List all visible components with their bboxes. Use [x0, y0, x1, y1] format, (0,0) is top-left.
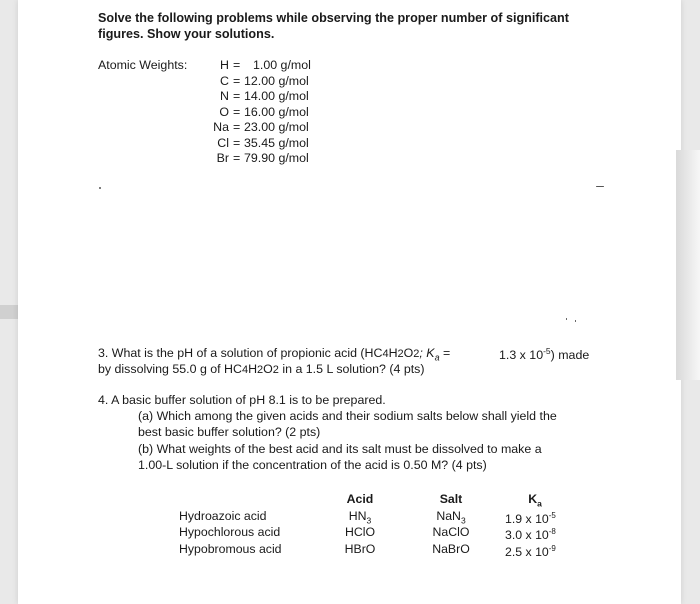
question-3-ka-value — [499, 346, 589, 362]
ka-exponent: -8 — [548, 527, 556, 536]
question-3-line-2 — [98, 362, 425, 376]
formula-part: H — [388, 346, 398, 360]
formula-part: O — [263, 362, 273, 376]
formula-part: 4 — [241, 364, 249, 376]
atomic-weight-row — [207, 151, 327, 167]
instructions-line-1: Solve the following problems while observing the proper number of significant — [98, 11, 569, 25]
equals-sign: = — [233, 151, 241, 165]
q3-text: in a 1.5 L solution? (4 pts) — [282, 362, 425, 376]
formula-part: 2 — [413, 348, 420, 360]
element-symbol: Na — [213, 120, 229, 134]
equals-sign: = — [233, 58, 241, 72]
ka-equals: = — [439, 346, 451, 360]
question-4b-line-1: (b) What weights of the best acid and its salt must be dissolved to make a — [138, 442, 542, 456]
atomic-weights-label: Atomic Weights: — [98, 58, 188, 72]
atomic-weight-row — [207, 58, 327, 74]
formula-part: 4 — [382, 348, 389, 360]
ka-symbol: ; K — [419, 346, 435, 360]
table-row-name: Hypobromous acid — [179, 542, 282, 556]
scan-speck — [575, 320, 576, 322]
element-weight: 79.90 g/mol — [244, 151, 309, 165]
salt-subscript: 3 — [460, 515, 466, 526]
question-4a-line-1: (a) Which among the given acids and their sodium salts below shall yield the — [138, 409, 557, 423]
q3-text-end: ) made — [550, 348, 590, 363]
element-symbol: H — [220, 58, 229, 72]
element-weight: 14.00 g/mol — [244, 89, 309, 103]
table-header-acid: Acid — [346, 492, 374, 506]
atomic-weight-row — [207, 89, 327, 105]
question-4-intro: 4. A basic buffer solution of pH 8.1 is to be prepared. — [98, 393, 386, 407]
scan-speck — [566, 318, 567, 320]
ka-exponent: -9 — [548, 544, 556, 553]
table-row-name: Hydroazoic acid — [179, 509, 267, 523]
formula-part: O — [403, 346, 414, 360]
salt-formula: NaClO — [432, 525, 470, 539]
table-row-ka — [505, 541, 556, 560]
q3-text: by dissolving 55.0 g of HC — [98, 362, 242, 376]
ka-exponent: -5 — [548, 511, 556, 520]
ka-subscript: a — [434, 352, 440, 363]
ka-mantissa: 1.9 x 10 — [505, 512, 549, 527]
element-symbol: N — [220, 89, 229, 103]
question-4a-line-2: best basic buffer solution? (2 pts) — [138, 425, 321, 439]
element-symbol: C — [220, 73, 229, 88]
table-row-name: Hypochlorous acid — [179, 525, 281, 539]
scan-speck — [596, 186, 604, 187]
formula-part: 2 — [397, 348, 404, 360]
equals-sign: = — [233, 89, 241, 103]
page-edge-left — [0, 305, 18, 319]
salt-formula: NaBrO — [432, 542, 470, 556]
atomic-weight-row — [207, 105, 327, 121]
equals-sign: = — [233, 73, 241, 88]
table-header-salt: Salt — [439, 492, 463, 506]
page-edge-right — [676, 150, 700, 380]
element-symbol: O — [219, 104, 229, 119]
table-row-acid — [335, 541, 385, 557]
acid-formula: HBrO — [344, 542, 376, 556]
atomic-weights-list — [207, 58, 327, 167]
atomic-weight-row — [207, 74, 327, 90]
ka-mantissa: 3.0 x 10 — [505, 528, 549, 543]
acid-formula: HClO — [344, 525, 376, 539]
formula-part: H — [248, 362, 258, 376]
ka-header-subscript: a — [537, 498, 542, 509]
element-weight: 12.00 g/mol — [244, 73, 309, 88]
atomic-weight-row — [207, 136, 327, 152]
element-weight: 16.00 g/mol — [244, 104, 309, 119]
element-symbol: Br — [216, 151, 229, 165]
element-weight: 23.00 g/mol — [244, 120, 309, 134]
question-3-line-1 — [98, 346, 450, 362]
element-weight: 1.00 g/mol — [253, 58, 311, 72]
formula-part: 2 — [257, 364, 264, 376]
table-row-acid — [335, 524, 385, 540]
table-row-salt — [421, 541, 481, 557]
ka-mantissa: 2.5 x 10 — [505, 545, 549, 560]
equals-sign: = — [233, 135, 241, 150]
element-weight: 35.45 g/mol — [244, 135, 309, 150]
ka-value: 1.3 x 10 — [499, 348, 544, 363]
equals-sign: = — [233, 104, 241, 119]
acid-subscript: 3 — [366, 515, 372, 526]
atomic-weight-row — [207, 120, 327, 136]
formula-part: 2 — [272, 364, 279, 376]
table-row-salt — [421, 524, 481, 540]
ka-exponent: -5 — [543, 346, 551, 356]
element-symbol: Cl — [217, 135, 229, 150]
ka-header-symbol: K — [528, 492, 538, 506]
salt-formula: NaN — [436, 509, 461, 523]
instructions-line-2: figures. Show your solutions. — [98, 27, 275, 41]
question-4b-line-2: 1.00-L solution if the concentration of the acid is 0.50 M? (4 pts) — [138, 458, 487, 472]
scan-speck — [99, 187, 101, 189]
acid-formula: HN — [348, 509, 367, 523]
equals-sign: = — [233, 120, 241, 134]
q3-text: 3. What is the pH of a solution of propionic acid (HC — [98, 346, 383, 360]
